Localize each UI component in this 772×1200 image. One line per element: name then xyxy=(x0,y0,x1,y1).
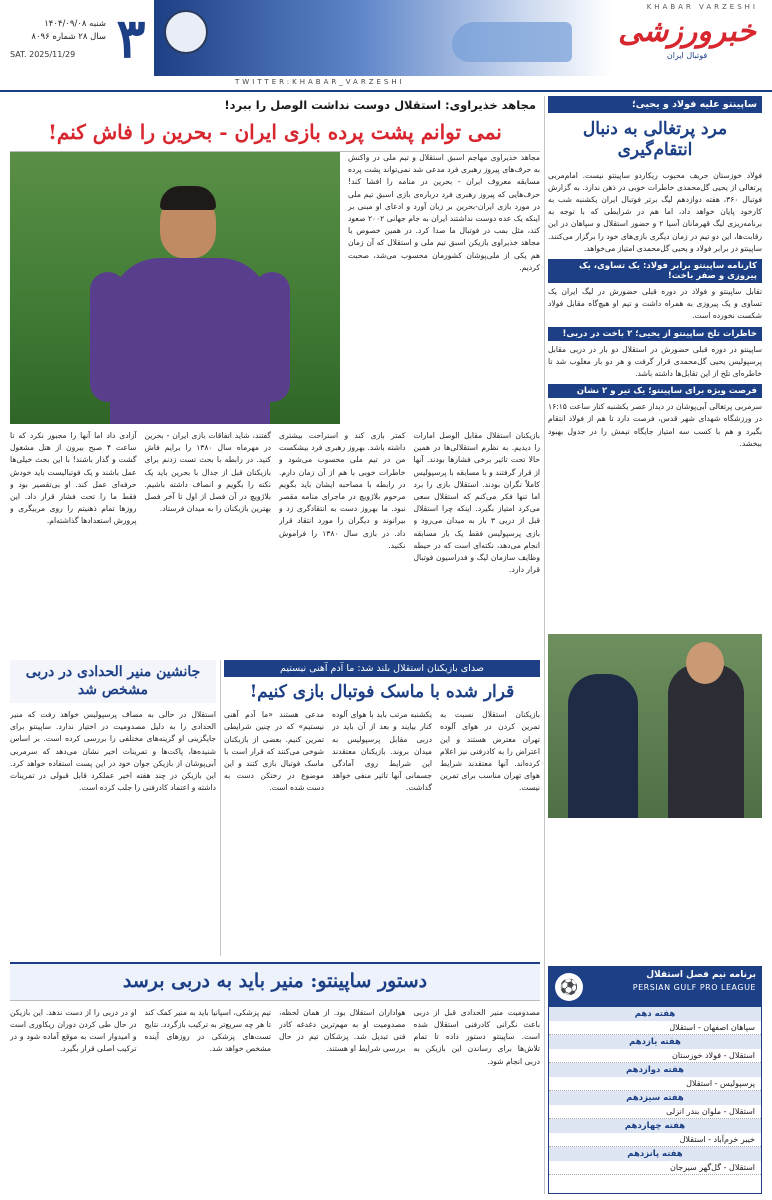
boot-icon xyxy=(452,22,572,62)
schedule-title: برنامه نیم فصل استقلال xyxy=(646,970,756,980)
schedule-match: استقلال - گل‌گهر سیرجان xyxy=(549,1161,761,1175)
photo-coach xyxy=(568,674,638,818)
article-column: هواداران استقلال بود. از همان لحظه، مصدومیت او به مهم‌ترین دغدغه کادر فنی تبدیل شد. پزشکان تیم در حال بررسی شرایط او هستند. xyxy=(279,1007,406,1054)
player-photo xyxy=(10,152,340,424)
monir-article xyxy=(10,962,540,1194)
photo-jersey xyxy=(110,258,270,424)
article-column: مدعی هستند «ما آدم آهنی نیستیم» که در چنین شرایطی تمرین کنیم. بعضی از بازیکنان شوخی می‌کنند که قرار است با ماسک فوتبال بازی کنند و این موضوع در رختکن دست به دست شده است. xyxy=(224,710,324,793)
top-article xyxy=(10,96,540,652)
article-kicker: مجاهد خذیراوی: استقلال دوست نداشت الوصل را ببرد! xyxy=(224,98,536,112)
article-columns xyxy=(224,709,540,794)
photo-head xyxy=(686,642,724,684)
article-kicker: صدای بازیکنان استقلال بلند شد: ما آدم آهنی نیستیم xyxy=(224,660,540,677)
article-column: کمتر بازی کند و استراحت بیشتری داشته باشد. بهروز رهبری فرد بیشکست من در تیم ملی محسوب می‌شود و خاطرات خوبی با هم از آن زمان دارم. در رابطه با مصاحبه ایشان باید بگویم مرحوم بلاژویچ در ماجرای منامه مقصر نبود. ما بهروز دست به انتقادگری زد و بیرانوند و دیگران را مورد انتقاد قرار داد. در بازی سال ۱۳۸۰ را فراموش نکنید. xyxy=(279,431,406,550)
schedule-match: استقلال - فولاد خوزستان xyxy=(549,1049,761,1063)
schedule-week-label: هفته سیزدهم xyxy=(549,1091,761,1105)
issue-date: شنبه ۱۴۰۴/۰۹/۰۸ xyxy=(44,19,106,29)
photo-hair xyxy=(160,186,216,210)
schedule-header xyxy=(549,967,761,1007)
issue-info xyxy=(10,18,106,61)
masthead xyxy=(0,0,772,92)
schedule-week-label: هفته دوازدهم xyxy=(549,1063,761,1077)
league-logo-icon: ⚽ xyxy=(555,973,583,1001)
schedule-week-label: هفته دهم xyxy=(549,1007,761,1021)
article-intro-column xyxy=(348,152,540,424)
article-columns xyxy=(10,430,540,652)
schedule-week-label: هفته یازدهم xyxy=(549,1035,761,1049)
article-paragraph: فولاد خوزستان حریف محبوب ریکاردو ساپینتو نیست. امام‌مربی پرتغالی از یحیی گل‌محمدی خاطرات خوبی در ذهن ندارد. به گزارش فوتبال ۳۶۰، هفته دوازدهم لیگ برتر فوتبال ایران یکشنبه شب به کارخود پایان خواهد داد، اما هم در شرایطی که با توجه به برنامه‌ریزی لیگ قهرمانان آسیا ۲ و حضور استقلال و سپاهان در این رقابت‌ها، این دو تیم در زمان دیگری بازی‌های خود را برگزار می‌کنند. ساپینتو در برابر فولاد و یحیی گل‌محمدی امتیاز می‌خواهد. xyxy=(548,170,762,253)
article-column: تیم پزشکی، اسپانیا باید به منیر کمک کند تا هر چه سریع‌تر به ترکیب بازگردد. نتایج تست‌های پزشکی در روزهای آینده مشخص خواهد شد. xyxy=(144,1007,271,1054)
article-kicker: ساپینتو علیه فولاد و یحیی؛ xyxy=(548,96,762,113)
article-column: یکشنبه مرتب باید با هوای آلوده کنار بیایند و بعد از آن باید در دربی مقابل پرسپولیس به میدان بروند. بازیکنان معتقدند این شرایط روی آمادگی جسمانی آنها تاثیر منفی خواهد گذاشت. xyxy=(332,710,432,793)
article-intro: مجاهد خذیراوی مهاجم اسبق استقلال و تیم ملی در واکنش به حرف‌های پیروز رهبری فرد مدعی شد نمی‌تواند پشت پرده مسابقه معروف ایران - بحرین در منامه را افشا کند! حرف‌هایی که پیروز رهبری فرد درباره‌ی بازی اسبق تیم ملی در مورد بازی ایران-بحرین بر زبان آورد و ادعای او مبنی بر اینکه یک عده دوست نداشتند ایران به جام جهانی ۲۰۰۲ صعود کند، مثل بمب در فوتبال ما صدا کرد. در همین خصوص با مجاهد خذیراوی بازیکن اسبق تیم ملی و استقلال که آن زمان هم یکی از ملی‌پوشان کشورمان محسوب می‌شد، صحبت کردیم. xyxy=(348,153,540,272)
article-subhead: کارنامه ساپینتو برابر فولاد: یک تساوی، یک پیروزی و صفر باخت! xyxy=(548,259,762,283)
article-headline[interactable]: نمی توانم پشت پرده بازی ایران - بحرین را فاش کنم! xyxy=(10,114,540,152)
schedule-match: استقلال - ملوان بندر انزلی xyxy=(549,1105,761,1119)
issue-date-latin: SAT. 2025/11/29 xyxy=(10,50,76,59)
sapinto-article xyxy=(548,96,762,818)
photo-coach xyxy=(668,664,744,818)
column-divider xyxy=(544,96,545,1194)
schedule-match: سپاهان اصفهان - استقلال xyxy=(549,1021,761,1035)
article-paragraph: استقلال در حالی به مصاف پرسپولیس خواهد رفت که منیر الحدادی را به دلیل مصدومیت در اختیار ندارد. ساپینتو برای جایگزینی او گزینه‌های مختلفی را بررسی کرده است. بر اساس شنیده‌ها، پاکت‌ها و تمرینات اخیر نشان می‌دهد که سرمربی آبی‌پوشان از بازیکن جوان خود در این پست استفاده خواهد کرد. این بازیکن در چند هفته اخیر عملکرد قابل قبولی در تمرینات داشته و اعتماد کادرفنی را جلب کرده است. xyxy=(10,710,216,793)
article-headline[interactable]: مرد پرتغالی به دنبال انتقام‌گیری xyxy=(582,119,728,161)
article-columns xyxy=(10,1007,540,1068)
schedule-list xyxy=(549,1007,761,1175)
article-paragraph: سرمربی پرتغالی آبی‌پوشان در دیدار عصر یکشنبه کنار ساعت ۱۶:۱۵ در ورزشگاه شهدای شهر قدس، فرصت دارد تا هم از فولاد انتقام بگیرد و هم با کسب سه امتیاز جایگاه تیمش را در جدول بهبود ببخشد. xyxy=(548,402,762,448)
logo[interactable] xyxy=(612,14,762,76)
article-headline[interactable]: دستور ساپینتو: منیر باید به دربی برسد xyxy=(10,962,540,1001)
article-column: او در دربی را از دست ندهد. این بازیکن در حال طی کردن دوران ریکاوری است و امیدوار است به موقع آماده شود و در ترکیب اصلی قرار بگیرد. xyxy=(10,1007,137,1054)
article-headline[interactable]: جانشین منیر الحدادی در دربی مشخص شد xyxy=(10,660,216,703)
schedule-match: پرسپولیس - استقلال xyxy=(549,1077,761,1091)
league-schedule xyxy=(548,966,762,1194)
header-banner-image xyxy=(154,0,612,76)
article-column: بازیکنان استقلال نسبت به تمرین کردن در هوای آلوده تهران معترض هستند و این اعتراض را به کادرفنی نیز اعلام کرده‌اند. آنها معتقدند شرایط هوای تهران مناسب برای تمرین نیست. xyxy=(440,710,540,793)
logo-subtitle: فوتبال ایران xyxy=(666,51,708,60)
article-column: آزادی داد اما آنها را مجبور نکرد که تا ساعت ۴ صبح بیرون از هتل مشغول گشت و گذار باشند! با این بحث خیلی‌ها عمل باشند و یک فوتبالیست باید خودش حرفه‌ای عمل کند. او بی‌تقصیر بود و فقط ما را تحت فشار قرار داد. این روزها تمام ذهنیتم را روی مربیگری و پرورش استعدادها گذاشته‌ام. xyxy=(10,431,137,526)
article-paragraph: ساپینتو در دوره قبلی حضورش در استقلال دو بار در دربی مقابل پرسپولیس یحیی گل‌محمدی قرار گرفت و هر دو بار مغلوب شد تا خاطره‌ای تلخ از این تقابل‌ها داشته باشد. xyxy=(548,344,762,378)
mask-article xyxy=(224,660,540,956)
brand-latin: KHABAR VARZESHI xyxy=(646,3,758,11)
haddadi-article xyxy=(10,660,216,956)
football-icon xyxy=(164,10,208,54)
logo-text: خبرورزشی xyxy=(618,14,756,49)
column-divider xyxy=(220,660,221,956)
article-column: گفتند، شاید اتفاقات بازی ایران - بحرین در مهرماه سال ۱۳۸۰ را برایم فاش کنید. در رابطه با بحث تست زدنم برای بازیکنان قبل از جدال با بحرین باید یک نکته را بگویم و انصاف داشته باشیم. بلاژویچ در آن فصل از اول تا آخر فصل بهترین بازیکنان را به میدان فرستاد. xyxy=(144,431,271,514)
schedule-title-latin: PERSIAN GULF PRO LEAGUE xyxy=(632,983,756,992)
coaches-photo xyxy=(548,634,762,818)
schedule-week-label: هفته چهاردهم xyxy=(549,1119,761,1133)
article-paragraph: تقابل ساپینتو و فولاد در دوره قبلی حضورش در لیگ ایران یک تساوی و یک پیروزی به همراه داشت و تیم او هیچ‌گاه مقابل فولاد شکست نخورده است. xyxy=(548,286,762,321)
article-headline[interactable]: قرار شده با ماسک فوتبال بازی کنیم! xyxy=(249,682,515,702)
article-column: مصدومیت منیر الحدادی قبل از دربی باعث نگرانی کادرفنی استقلال شده است. ساپینتو دستور داده تا تمام تلاش‌ها برای رساندن این بازیکن به دربی انجام شود. xyxy=(413,1007,540,1066)
schedule-week-label: هفته پانزدهم xyxy=(549,1147,761,1161)
article-subhead: خاطرات تلخ ساپینتو از یحیی؛ ۲ باخت در دربی! xyxy=(548,327,762,341)
schedule-match: خیبر خرم‌آباد - استقلال xyxy=(549,1133,761,1147)
article-subhead: فرصت ویژه برای ساپینتو؛ یک تیر و ۲ نشان xyxy=(548,384,762,398)
issue-number: سال ۲۸ شماره ۸۰۹۶ xyxy=(31,32,106,42)
twitter-handle[interactable]: TWITTER:KHABAR_VARZESHI xyxy=(235,78,405,86)
article-column: بازیکنان استقلال مقابل الوصل امارات را دیدیم. به نظرم استقلالی‌ها در همین حالا تحت تاثیر برخی فشارها بودند. آنها از قرار گرفتند و با مسابقه با پرسپولیس کاملاً نگران بودند. استقلال بازی را برد اما تنها فکر می‌کنم که استقلال سعی می‌کرد امتیاز بگیرد. اینکه چرا استقلال قبل از دربی ۳ بار به میدان می‌رود و بازی پرسپولیس فقط یک بار مسابقه انجام می‌دهد، نکته‌ای است که در حیطه وظایف سازمان لیگ و فدراسیون فوتبال قرار دارد. xyxy=(413,431,540,575)
page-number: ۳ xyxy=(116,6,146,70)
